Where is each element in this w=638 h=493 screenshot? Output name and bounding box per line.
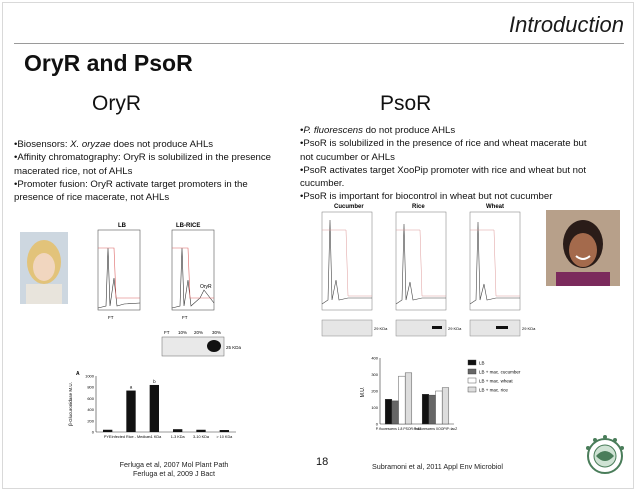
portrait-image [20, 232, 68, 304]
x-tick-label: P. fluorescens XOOPIP::lacZ [413, 427, 458, 431]
bar [442, 388, 449, 424]
y-axis-label: β-Glucuronidase M.U. [68, 382, 73, 426]
svg-text:10%: 10% [178, 330, 188, 335]
bar [103, 430, 112, 432]
x-tick-label: P. fluorescens 1.8 PSOR::lacZ [375, 427, 422, 431]
legend-swatch [468, 387, 476, 392]
bar [385, 399, 392, 424]
y-tick-label: 100 [371, 405, 378, 410]
psor-bullet-1 [300, 124, 590, 137]
psor-chromatograms [312, 200, 534, 346]
section-title: Introduction [509, 12, 624, 37]
y-tick-label: 800 [87, 384, 94, 390]
chrom-label-lbrice: LB-RICE [176, 223, 201, 229]
oryr-bullet-2: •Affinity chromatography: OryR is solubilized in the presence macerated rice, not of AHLs [14, 152, 272, 177]
psor-bullet-2: •PsoR is solubilized in the presence of rice and wheat macerate but not cucumber or AHLs [300, 138, 587, 163]
citation-line-1: Ferluga et al, 2007 Mol Plant Path [119, 460, 229, 469]
bar [429, 395, 436, 424]
author-photo-right [546, 210, 620, 286]
x-tick-label: PYE [103, 435, 112, 439]
legend-swatch [468, 360, 476, 365]
svg-text:FT: FT [108, 315, 114, 320]
svg-text:30%: 30% [212, 330, 222, 335]
y-tick-label: 1000 [85, 373, 94, 379]
bullet-text: do not produce AHLs [362, 125, 456, 136]
significance-label: b [153, 378, 156, 384]
x-tick-label: > 10 KDa [216, 435, 233, 439]
x-tick-label: 3-10 KDa [192, 435, 210, 439]
y-tick-label: 0 [375, 421, 378, 427]
bar [399, 376, 406, 424]
y-tick-label: 0 [91, 429, 94, 435]
y-axis-label: M.U. [360, 386, 366, 398]
x-tick-label: < 1 KDa [147, 435, 162, 439]
bar [126, 391, 135, 432]
svg-text:20%: 20% [194, 330, 204, 335]
legend-swatch [468, 378, 476, 383]
blot-image [160, 328, 252, 358]
legend-label: LB + mac. cucumber [479, 369, 521, 375]
panel-letter: A [76, 371, 80, 377]
author-photo-left [20, 232, 68, 304]
bar [196, 430, 205, 432]
chrom-label-lb: LB [118, 223, 126, 229]
legend-label: LB + mac. rice [479, 387, 508, 393]
panel-label-rice: Rice [412, 204, 425, 210]
y-tick-label: 200 [371, 388, 378, 394]
oryr-bullet-1 [14, 138, 276, 151]
panel-label-wheat: Wheat [486, 204, 504, 210]
legend-swatch [468, 369, 476, 374]
y-tick-label: 300 [371, 372, 378, 377]
page-number: 18 [316, 456, 329, 468]
svg-text:29 KDa: 29 KDa [448, 326, 462, 331]
y-tick-label: 400 [87, 407, 94, 413]
slide-title: OryR and PsoR [24, 50, 193, 76]
gus-chart-svg [66, 368, 246, 446]
bar [436, 391, 443, 424]
bullet-text: does not produce AHLs [110, 139, 214, 150]
psor-bullet-3: •PsoR activates target XooPip promoter with rice and wheat but not cucumber. [300, 164, 586, 190]
svg-text:FT: FT [164, 330, 170, 335]
x-tick-label: 1-3 KDa [170, 435, 185, 439]
y-tick-label: 600 [87, 395, 94, 401]
psor-bullets [300, 124, 590, 204]
bar [405, 373, 412, 424]
oryr-bullet-3: •Promoter fusion: OryR activate target promoters in the presence of rice macerate, not AHLs [14, 178, 248, 204]
oryr-western-blot [160, 328, 252, 358]
y-tick-label: 200 [87, 418, 94, 424]
bar [422, 394, 429, 424]
psor-heading: PsoR [380, 92, 432, 115]
oryr-heading: OryR [92, 92, 141, 115]
psor-chrom-figure [312, 200, 534, 346]
oryr-bullets [14, 138, 276, 204]
bar [220, 430, 229, 432]
psor-bullet-4: •PsoR is important for biocontrol in wheat but not cucumber [300, 191, 553, 203]
psor-chart-svg [358, 352, 538, 442]
citation-line-2: Ferluga et al, 2009 J Bact [133, 469, 215, 478]
chromatogram-figure [84, 218, 244, 330]
oryr-gus-bar-chart [66, 368, 246, 446]
bar [173, 429, 182, 432]
bullet-emphasis: •P. fluorescens [300, 125, 363, 136]
bar [150, 385, 159, 432]
oryr-peak-label: OryR [200, 284, 212, 290]
institution-logo [582, 432, 628, 478]
header-divider [14, 43, 624, 44]
globe-logo-icon [582, 432, 628, 478]
bullet-emphasis: X. oryzae [70, 139, 111, 150]
psor-citation: Subramoni et al, 2011 Appl Env Microbiol [372, 462, 503, 471]
svg-text:FT: FT [182, 315, 188, 320]
kda-label: 25 KDa [226, 345, 242, 350]
legend-label: LB + mac. wheat [479, 378, 513, 384]
svg-text:29 KDa: 29 KDa [374, 326, 388, 331]
y-tick-label: 400 [371, 355, 378, 361]
bar [392, 401, 399, 424]
panel-label-cucumber: Cucumber [334, 204, 364, 210]
bullet-text: •Biosensors: [14, 139, 71, 150]
portrait-image [546, 210, 620, 286]
kda-label: 29 KDa [522, 326, 536, 331]
oryr-citation [104, 460, 244, 478]
psor-bar-chart [358, 352, 538, 442]
significance-label: a [129, 384, 133, 390]
legend-label: LB [479, 360, 485, 366]
oryr-chromatogram [84, 218, 244, 330]
x-tick-label: Infected Rice - Medium [111, 435, 151, 439]
